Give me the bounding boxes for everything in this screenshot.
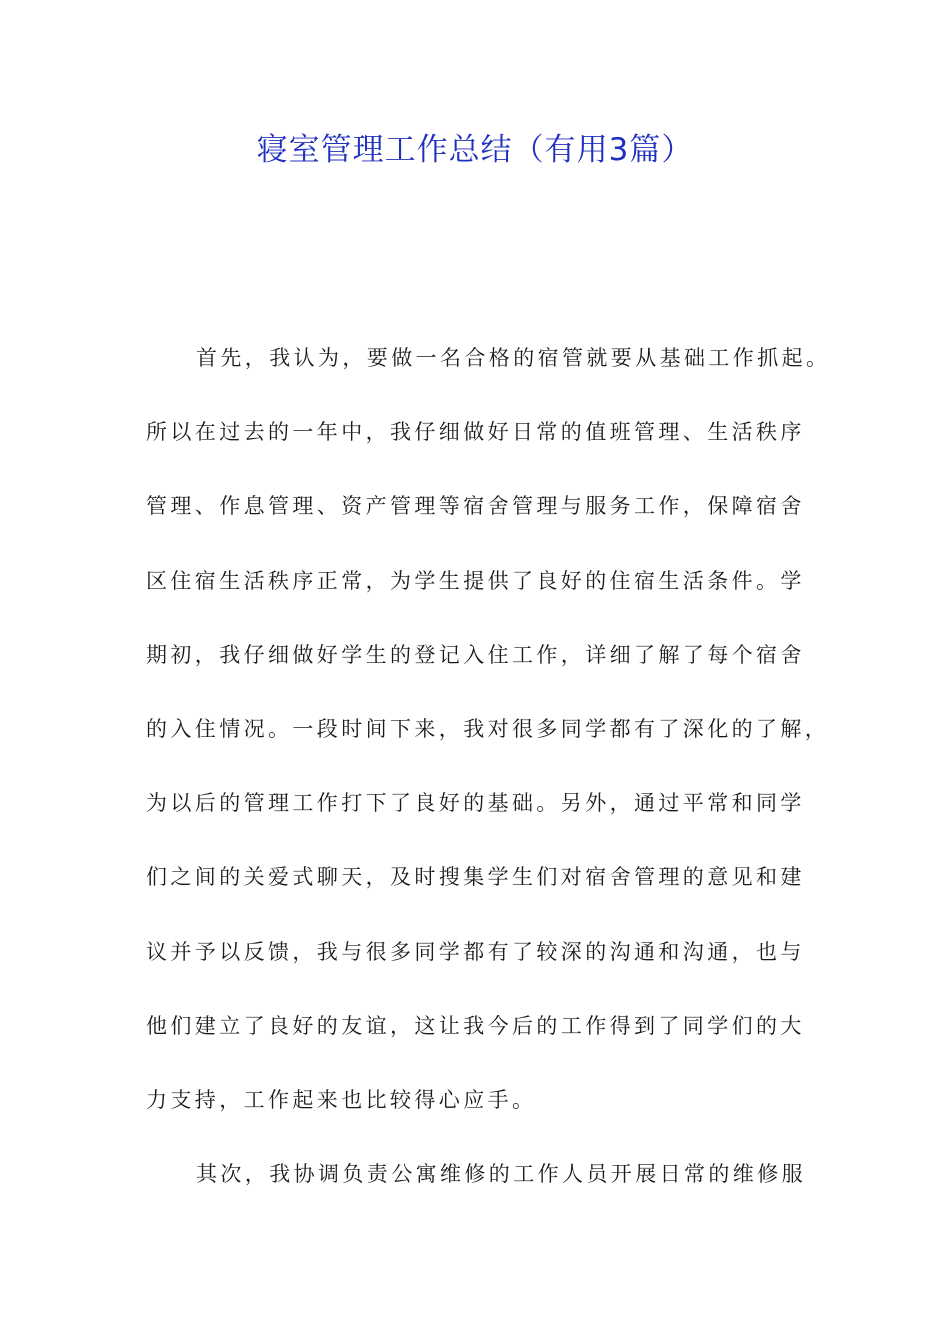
paragraph-line: 管理、作息管理、资产管理等宿舍管理与服务工作，保障宿舍: [146, 494, 805, 519]
document-title: 寝室管理工作总结（有用3篇）: [256, 132, 694, 168]
paragraph-line: 期初，我仔细做好学生的登记入住工作，详细了解了每个宿舍: [146, 642, 805, 667]
paragraph-line: 所以在过去的一年中，我仔细做好日常的值班管理、生活秩序: [146, 420, 805, 445]
paragraph-line: 力支持，工作起来也比较得心应手。: [146, 1087, 537, 1112]
paragraph-line: 为以后的管理工作打下了良好的基础。另外，通过平常和同学: [146, 791, 805, 816]
paragraph-line: 的入住情况。一段时间下来，我对很多同学都有了深化的了解，: [146, 716, 830, 741]
document-body: [146, 340, 831, 1230]
paragraph-line: 区住宿生活秩序正常，为学生提供了良好的住宿生活条件。学: [146, 568, 805, 593]
paragraph-line: 议并予以反馈，我与很多同学都有了较深的沟通和沟通，也与: [146, 939, 805, 964]
paragraph-line: 其次，我协调负责公寓维修的工作人员开展日常的维修服: [196, 1162, 806, 1187]
paragraph-line: 首先，我认为，要做一名合格的宿管就要从基础工作抓起。: [196, 346, 831, 370]
paragraph-line: 们之间的关爱式聊天，及时搜集学生们对宿舍管理的意见和建: [146, 865, 805, 890]
paragraph-line: 他们建立了良好的友谊，这让我今后的工作得到了同学们的大: [146, 1013, 805, 1038]
